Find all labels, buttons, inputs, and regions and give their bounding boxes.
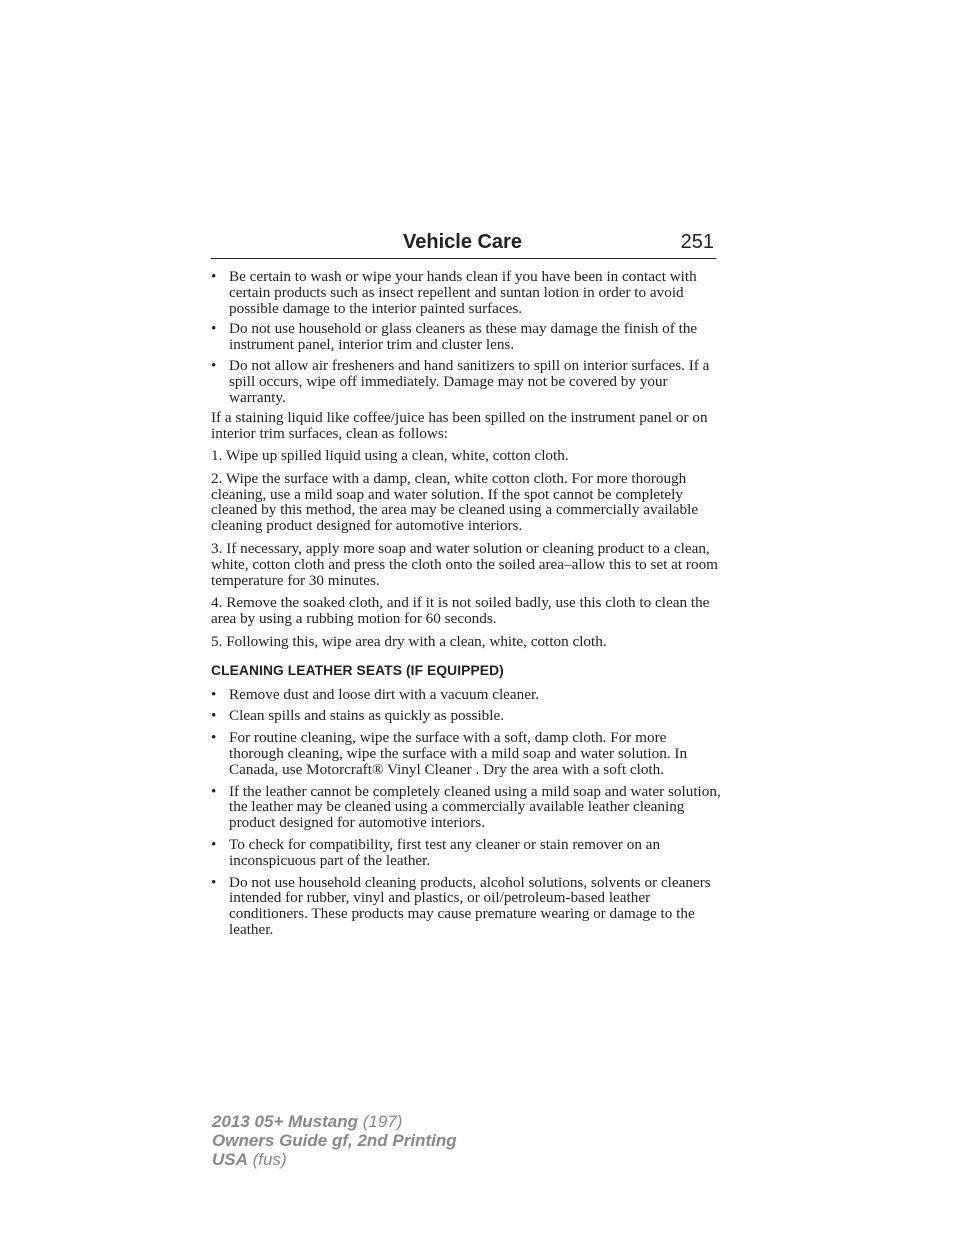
footer-line-1 — [212, 1112, 457, 1131]
bullet-icon: • — [211, 835, 217, 853]
leather-section-heading: CLEANING LEATHER SEATS (IF EQUIPPED) — [211, 662, 504, 678]
list-item — [211, 875, 721, 938]
footer-model-code: (197) — [358, 1112, 403, 1131]
bullet-icon: • — [211, 685, 217, 703]
list-item-text: Clean spills and stains as quickly as possible. — [229, 707, 505, 725]
page-header — [211, 228, 716, 259]
interior-care-bullets — [211, 269, 721, 405]
list-item-text: Do not use household cleaning products, alcohol solutions, solvents or cleaners intended for rubber, vinyl and plastics, or oil/petroleum-based leather conditioners. These products may cause premature wearing or damage to the leather. — [229, 873, 711, 938]
list-item-text: Do not use household or glass cleaners as these may damage the finish of the instrument panel, interior trim and cluster lens. — [229, 320, 698, 354]
cleaning-step: 5. Following this, wipe area dry with a clean, white, cotton cloth. — [211, 632, 607, 650]
bullet-icon: • — [211, 707, 217, 725]
list-item — [211, 730, 721, 777]
cleaning-step: 2. Wipe the surface with a damp, clean, white cotton cloth. For more thorough cleaning, use a mild soap and water solution. If the spot cannot be completely cleaned by this method, the area may be cleaned using a commercially available cleaning product designed for automotive interiors. — [211, 469, 699, 535]
page-content — [211, 269, 721, 944]
bullet-icon: • — [211, 356, 217, 374]
stain-intro-paragraph: If a staining liquid like coffee/juice has been spilled on the instrument panel or on interior trim surfaces, clean as follows: — [211, 409, 708, 443]
list-item-text: Do not allow air fresheners and hand sanitizers to spill on interior surfaces. If a spill occurs, wipe off immediately. Damage may not be covered by your warranty. — [229, 356, 710, 406]
list-item-text: To check for compatibility, first test any cleaner or stain remover on an inconspicuous part of the leather. — [229, 835, 661, 869]
cleaning-step: 4. Remove the soaked cloth, and if it is not soiled badly, use this cloth to clean the area by using a rubbing motion for 60 seconds. — [211, 594, 710, 628]
section-title: Vehicle Care — [403, 231, 522, 253]
list-item-text: Remove dust and loose dirt with a vacuum cleaner. — [229, 685, 539, 703]
list-item — [211, 784, 721, 831]
cleaning-step: 1. Wipe up spilled liquid using a clean, white, cotton cloth. — [211, 446, 569, 464]
footer-market-code: (fus) — [247, 1150, 287, 1169]
list-item — [211, 708, 721, 724]
footer-guide: Owners Guide gf, 2nd Printing — [212, 1131, 457, 1150]
footer-model: 2013 05+ Mustang — [212, 1112, 358, 1131]
footer-line-3 — [212, 1150, 457, 1169]
list-item-text: For routine cleaning, wipe the surface with a soft, damp cloth. For more thorough cleaning, wipe the surface with a mild soap and water solution. In Canada, use Motorcraft® Vinyl Cleaner . Dry the area with a soft cloth. — [229, 729, 688, 778]
list-item — [211, 358, 721, 405]
list-item-text: Be certain to wash or wipe your hands clean if you have been in contact with certain products such as insect repellent and suntan lotion in order to avoid possible damage to the interior painted surfaces. — [229, 268, 697, 317]
bullet-icon: • — [211, 873, 217, 891]
list-item — [211, 321, 721, 353]
bullet-icon: • — [211, 320, 217, 338]
leather-care-bullets — [211, 687, 721, 938]
cleaning-step: 3. If necessary, apply more soap and water solution or cleaning product to a clean, white, cotton cloth and press the cloth onto the soiled area–allow this to set at room temperature for 30 minutes. — [211, 539, 718, 589]
bullet-icon: • — [211, 268, 217, 285]
list-item — [211, 687, 721, 703]
page-footer — [212, 1112, 457, 1169]
page-number: 251 — [680, 231, 714, 253]
list-item — [211, 269, 721, 316]
list-item — [211, 837, 721, 869]
bullet-icon: • — [211, 782, 217, 800]
footer-line-2 — [212, 1131, 457, 1150]
footer-market: USA — [212, 1150, 248, 1169]
list-item-text: If the leather cannot be completely cleaned using a mild soap and water solution, the leather may be cleaned using a commercially available leather cleaning product designed for automotive interiors. — [229, 782, 721, 832]
bullet-icon: • — [211, 729, 217, 747]
